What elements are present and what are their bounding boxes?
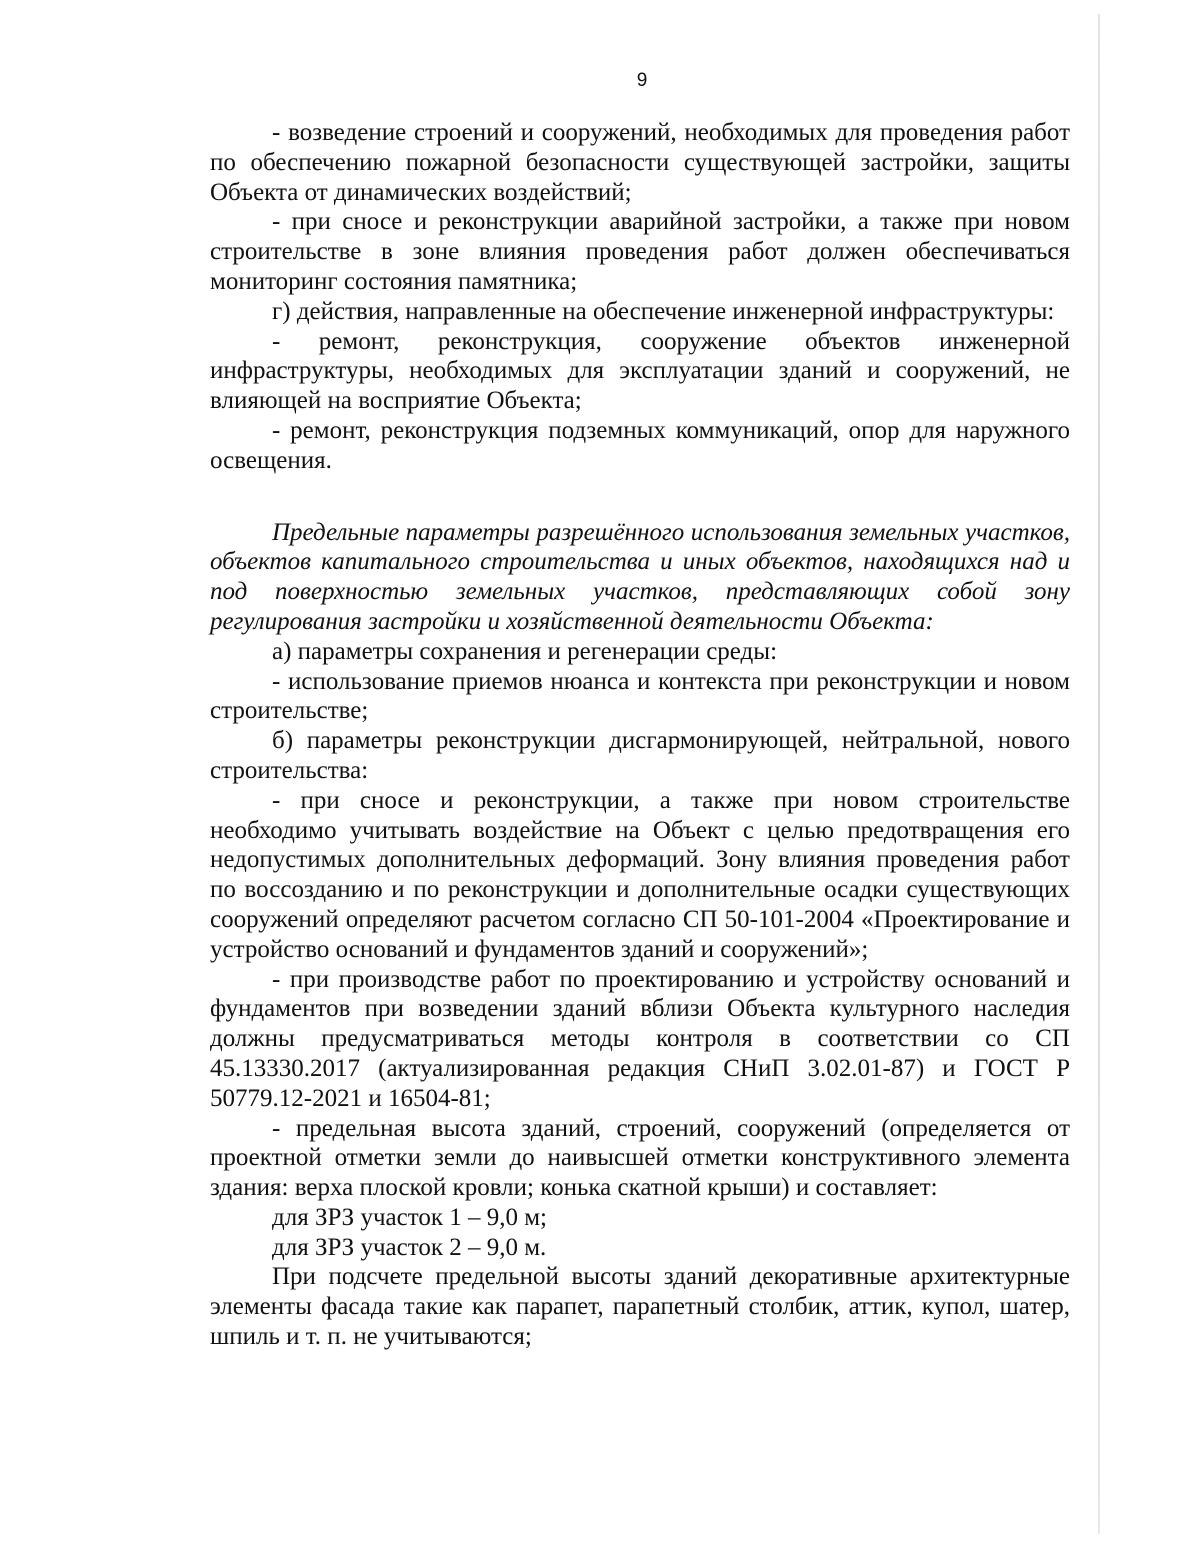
paragraph-infrastructure-repair: - ремонт, реконструкция, сооружение объектов инженерной инфраструктуры, необходимых для эксплуатации зданий и сооружений, не влияющей на восприятие Объекта; bbox=[210, 327, 1070, 415]
section-heading-limits: Предельные параметры разрешённого использования земельных участков, объектов капитального строительства и иных объектов, находящихся над и под поверхностью земельных участков, представляющих собой зону регулирования застройки и хозяйственной деятельности Объекта: bbox=[210, 518, 1070, 635]
paragraph-environment-parameters: а) параметры сохранения и регенерации среды: bbox=[272, 637, 778, 665]
page-number: 9 bbox=[636, 70, 648, 91]
paragraph-zrz-plot-2: для ЗРЗ участок 2 – 9,0 м. bbox=[272, 1233, 547, 1261]
document-body bbox=[210, 118, 1070, 1352]
paragraph-fire-safety-construction: - возведение строений и сооружений, необходимых для проведения работ по обеспечению пожарной безопасности существующей застройки, защиты Объекта от динамических воздействий; bbox=[210, 119, 1070, 206]
scan-edge-line bbox=[1098, 14, 1100, 1534]
paragraph-foundation-control: - при производстве работ по проектированию и устройству оснований и фундаментов при возведении зданий вблизи Объекта культурного наследия должны предусматриваться методы контроля в соответствии со СП 45.13330.2017 (актуализированная редакция СНиП 3.02.01-87) и ГОСТ Р 50779.12-2021 и 16504-81; bbox=[210, 965, 1070, 1112]
paragraph-underground-communications: - ремонт, реконструкция подземных коммуникаций, опор для наружного освещения. bbox=[210, 416, 1070, 474]
paragraph-demolition-monitoring: - при сносе и реконструкции аварийной застройки, а также при новом строительстве в зоне влияния проведения работ должен обеспечиваться мониторинг состояния памятника; bbox=[210, 208, 1070, 295]
paragraph-infrastructure-actions: г) действия, направленные на обеспечение инженерной инфраструктуры: bbox=[272, 297, 1055, 325]
paragraph-decorative-elements: При подсчете предельной высоты зданий декоративные архитектурные элементы фасада такие как парапет, парапетный столбик, аттик, купол, шатер, шпиль и т. п. не учитываются; bbox=[210, 1263, 1070, 1351]
paragraph-zrz-plot-1: для ЗРЗ участок 1 – 9,0 м; bbox=[272, 1203, 547, 1231]
paragraph-height-limit: - предельная высота зданий, строений, сооружений (определяется от проектной отметки земли до наивысшей отметки конструктивного элемента здания: верха плоской кровли; конька скатной крыши) и составляет: bbox=[210, 1114, 1070, 1202]
paragraph-deformation-calculation: - при сносе и реконструкции, а также при новом строительстве необходимо учитывать воздействие на Объект с целью предотвращения его недопустимых дополнительных деформаций. Зону влияния проведения работ по воссозданию и по реконструкции и дополнительные осадки существующих сооружений определяют расчетом согласно СП 50-101-2004 «Проектирование и устройство оснований и фундаментов зданий и сооружений»; bbox=[210, 786, 1070, 963]
paragraph-reconstruction-parameters: б) параметры реконструкции дисгармонирующей, нейтральной, нового строительства: bbox=[210, 727, 1070, 784]
paragraph-nuance-context: - использование приемов нюанса и контекста при реконструкции и новом строительстве; bbox=[210, 667, 1070, 725]
